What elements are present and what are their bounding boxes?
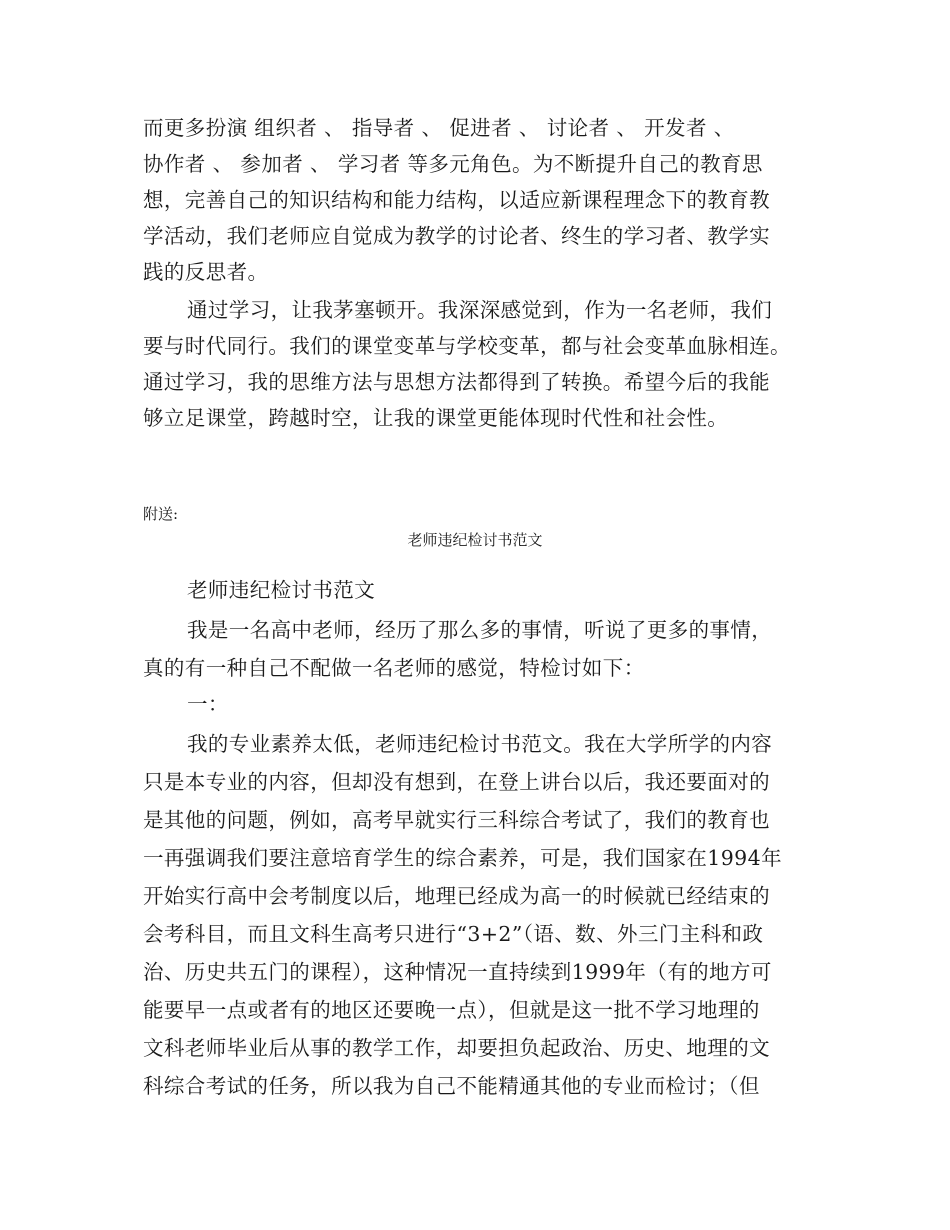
paragraph-line: 协作者 、 参加者 、 学习者 等多元角色。为不断提升自己的教育思 <box>143 152 763 176</box>
appendix-label: 附送: <box>143 505 179 523</box>
appendix-title: 老师违纪检讨书范文 <box>407 531 543 549</box>
paragraph-line: 真的有一种自己不配做一名老师的感觉，特检讨如下： <box>143 656 645 680</box>
section-heading: 一： <box>187 692 229 716</box>
paragraph-line: 科综合考试的任务，所以我为自己不能精通其他的专业而检讨；（但 <box>143 1074 760 1098</box>
paragraph-line: 要与时代同行。我们的课堂变革与学校变革，都与社会变革血脉相连。 <box>143 334 791 358</box>
paragraph-line: 通过学习，我的思维方法与思想方法都得到了转换。希望今后的我能 <box>143 370 770 394</box>
paragraph-line: 只是本专业的内容，但却没有想到，在登上讲台以后，我还要面对的 <box>143 770 770 794</box>
paragraph-line: 我的专业素养太低，老师违纪检讨书范文。我在大学所学的内容 <box>187 732 773 756</box>
paragraph-line: 想，完善自己的知识结构和能力结构，以适应新课程理念下的教育教 <box>143 188 770 212</box>
document-subtitle: 老师违纪检讨书范文 <box>187 578 376 602</box>
paragraph-line: 一再强调我们要注意培育学生的综合素养，可是，我们国家在1994年 <box>143 846 782 870</box>
paragraph-line: 通过学习，让我茅塞顿开。我深深感觉到，作为一名老师，我们 <box>187 298 773 322</box>
paragraph-line: 会考科目，而且文科生高考只进行“3+2”（语、数、外三门主科和政 <box>143 922 764 946</box>
paragraph-line: 文科老师毕业后从事的教学工作，却要担负起政治、历史、地理的文 <box>143 1036 770 1060</box>
paragraph-line: 而更多扮演 组织者 、 指导者 、 促进者 、 讨论者 、 开发者 、 <box>143 116 735 140</box>
paragraph-line: 够立足课堂，跨越时空，让我的课堂更能体现时代性和社会性。 <box>143 406 729 430</box>
paragraph-line: 我是一名高中老师，经历了那么多的事情，听说了更多的事情， <box>187 618 773 642</box>
paragraph-line: 能要早一点或者有的地区还要晚一点），但就是这一批不学习地理的 <box>143 998 760 1022</box>
paragraph-line: 践的反思者。 <box>143 260 269 284</box>
paragraph-line: 治、历史共五门的课程），这种情况一直持续到1999年（有的地方可 <box>143 960 772 984</box>
paragraph-line: 开始实行高中会考制度以后，地理已经成为高一的时候就已经结束的 <box>143 884 770 908</box>
paragraph-line: 是其他的问题，例如，高考早就实行三科综合考试了，我们的教育也 <box>143 808 770 832</box>
paragraph-line: 学活动，我们老师应自觉成为教学的讨论者、终生的学习者、教学实 <box>143 224 770 248</box>
